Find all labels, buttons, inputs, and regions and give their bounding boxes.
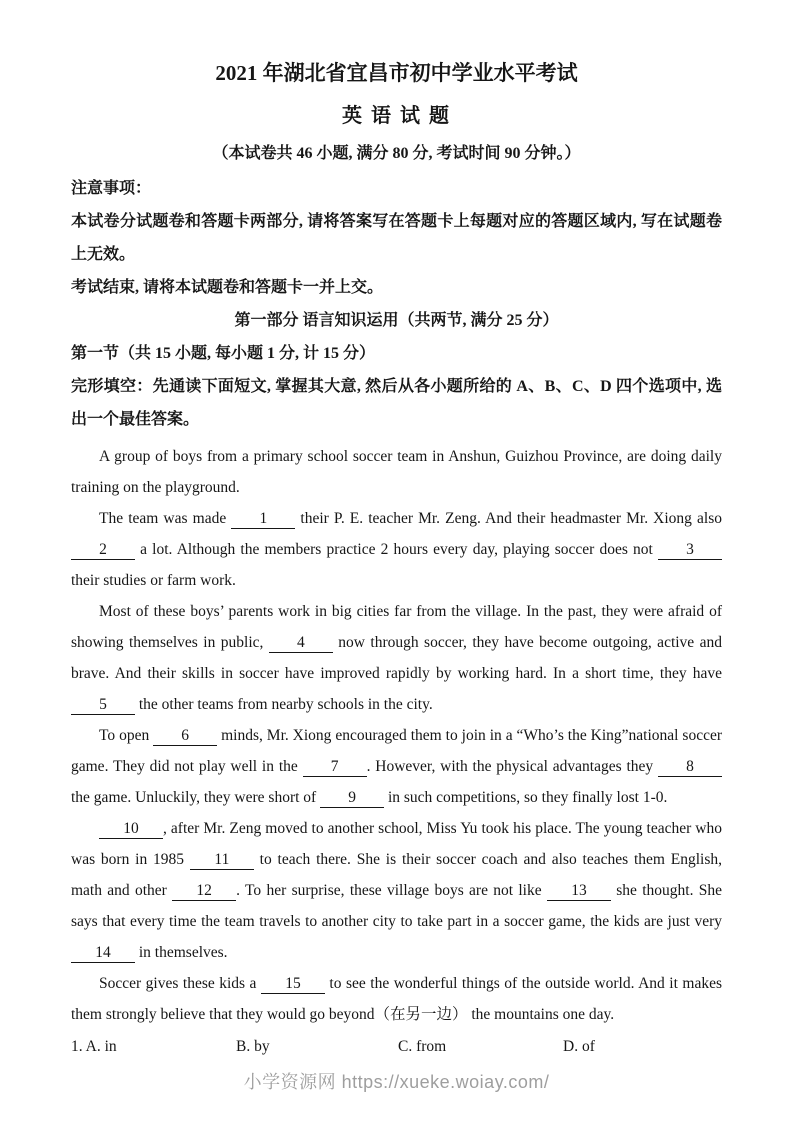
cloze-blank-5: 5 xyxy=(71,696,135,715)
passage-paragraph: 10 , after Mr. Zeng moved to another school, Miss Yu took his place. The young teacher who was born in 1985 11 to teach there. She is their soccer coach and also teaches them English, math and other 12 . To her surprise, these village boys are not like 13 she thought. She says that every time the team travels to another city to take part in a soccer game, the kids are just very 14 in themselves. xyxy=(71,820,722,961)
exam-title: 2021 年湖北省宜昌市初中学业水平考试 xyxy=(215,61,578,85)
cloze-blank-3: 3 xyxy=(658,541,722,560)
cloze-passage xyxy=(71,441,722,1030)
question-1-option-A: 1. A. in xyxy=(71,1038,117,1055)
cloze-blank-12: 12 xyxy=(172,882,236,901)
notice-heading: 注意事项： xyxy=(71,180,152,197)
question-1-options xyxy=(71,1031,722,1062)
footer-watermark: 小学资源网 https://xueke.woiay.com/ xyxy=(243,1072,550,1092)
cloze-blank-15: 15 xyxy=(261,975,325,994)
cloze-instructions: 完形填空：先通读下面短文, 掌握其大意, 然后从各小题所给的 A、B、C、D 四个选项中, 选出一个最佳答案。 xyxy=(71,378,722,428)
passage-paragraph: Soccer gives these kids a 15 to see the wonderful things of the outside world. And it makes them strongly believe that they would go beyond（在另一边） the mountains one day. xyxy=(71,975,722,1023)
question-1-option-D: D. of xyxy=(563,1038,595,1055)
cloze-blank-2: 2 xyxy=(71,541,135,560)
cloze-blank-8: 8 xyxy=(658,758,722,777)
cloze-blank-10: 10 xyxy=(99,820,163,839)
cloze-blank-6: 6 xyxy=(153,727,217,746)
passage-paragraph: The team was made 1 their P. E. teacher Mr. Zeng. And their headmaster Mr. Xiong also 2 a lot. Although the members practice 2 hours every day, playing soccer does not 3 their studies or farm work. xyxy=(71,510,723,589)
passage-paragraph: To open 6 minds, Mr. Xiong encouraged them to join in a “Who’s the King”national soccer game. They did not play well in the 7 . However, with the physical advantages they 8 the game. Unluckily, they were short of 9 in such competitions, so they finally lost 1-0. xyxy=(71,727,722,806)
notice-end: 考试结束, 请将本试题卷和答题卡一并上交。 xyxy=(71,279,384,296)
notice-body: 本试卷分试题卷和答题卡两部分, 请将答案写在答题卡上每题对应的答题区域内, 写在试题卷上无效。 xyxy=(71,213,722,263)
cloze-blank-1: 1 xyxy=(231,510,295,529)
exam-subject: 英 语 试 题 xyxy=(342,105,451,127)
cloze-blank-9: 9 xyxy=(320,789,384,808)
section-heading: 第一节（共 15 小题, 每小题 1 分, 计 15 分） xyxy=(71,345,376,362)
cloze-blank-7: 7 xyxy=(303,758,367,777)
passage-paragraph: A group of boys from a primary school soccer team in Anshun, Guizhou Province, are doing daily training on the playground. xyxy=(71,448,722,496)
cloze-blank-4: 4 xyxy=(269,634,333,653)
passage-paragraph: Most of these boys’ parents work in big cities far from the village. In the past, they were afraid of showing themselves in public, 4 now through soccer, they have become outgoing, active and brave. And their skills in soccer have improved rapidly by working hard. In a short time, they have 5 the other teams from nearby schools in the city. xyxy=(71,603,723,713)
cloze-blank-13: 13 xyxy=(547,882,611,901)
question-1-option-C: C. from xyxy=(398,1038,447,1055)
part-heading: 第一部分 语言知识运用（共两节, 满分 25 分） xyxy=(234,312,559,329)
exam-meta: （本试卷共 46 小题, 满分 80 分, 考试时间 90 分钟。） xyxy=(212,145,581,162)
cloze-blank-14: 14 xyxy=(71,944,135,963)
question-1-option-B: B. by xyxy=(236,1038,270,1055)
cloze-blank-11: 11 xyxy=(190,851,254,870)
